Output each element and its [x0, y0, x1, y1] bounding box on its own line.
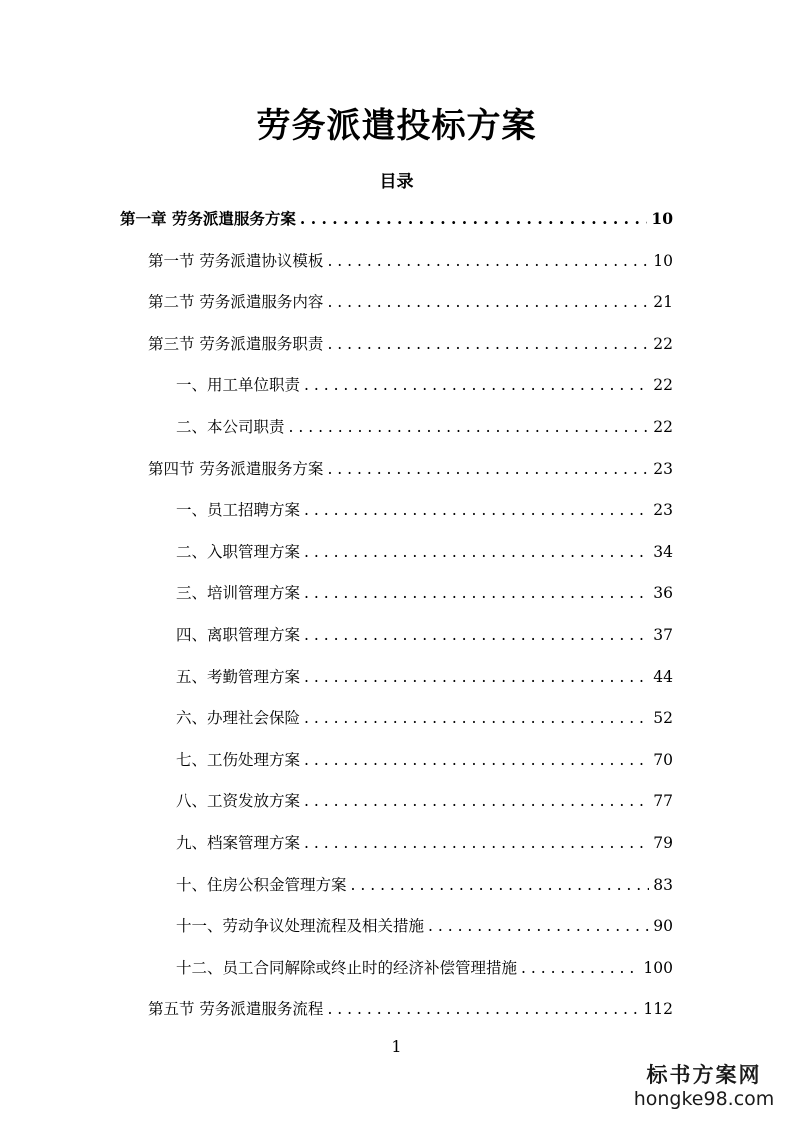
toc-entry[interactable] [148, 289, 673, 315]
toc-entry-page: 21 [653, 293, 673, 312]
toc-entry-title: 第四节 劳务派遣服务方案 [148, 459, 324, 478]
toc-dot-leader [521, 955, 639, 981]
toc-heading: 目录 [379, 172, 414, 192]
toc-entry-title: 一、员工招聘方案 [176, 501, 301, 520]
toc-dot-leader [304, 705, 649, 731]
toc-dot-leader [304, 747, 649, 773]
toc-entry-title: 第一节 劳务派遣协议模板 [148, 251, 324, 270]
toc-dot-leader [304, 539, 649, 565]
toc-dot-leader [327, 996, 639, 1022]
toc-entry-page: 10 [651, 209, 673, 228]
toc-entry-page: 22 [653, 418, 673, 436]
toc-entry-page: 23 [653, 459, 673, 478]
toc-entry[interactable] [176, 788, 673, 814]
toc-entry-title: 四、离职管理方案 [176, 626, 301, 644]
toc-entry[interactable] [176, 872, 673, 898]
watermark-url-text: hongke98.com [633, 1088, 775, 1110]
toc-entry-page: 90 [653, 917, 673, 936]
toc-dot-leader [304, 830, 649, 856]
toc-entry-title: 十一、劳动争议处理流程及相关措施 [176, 917, 425, 936]
page-number: 1 [391, 1037, 402, 1056]
toc-entry-title: 十二、员工合同解除或终止时的经济补偿管理措施 [176, 958, 518, 977]
toc-entry-title: 十、住房公积金管理方案 [176, 875, 347, 894]
toc-entry-title: 二、入职管理方案 [176, 542, 301, 561]
toc-entry-page: 10 [653, 251, 673, 270]
toc-entry[interactable] [176, 580, 673, 606]
toc-entry[interactable] [176, 955, 673, 981]
toc-dot-leader [304, 788, 649, 814]
toc-entry-page: 70 [653, 750, 673, 769]
toc-dot-leader [327, 248, 649, 274]
toc-entry-title: 五、考勤管理方案 [176, 667, 301, 686]
toc-entry-title: 一、用工单位职责 [176, 376, 301, 395]
toc-entry-page: 77 [653, 792, 673, 811]
toc-entry-page: 52 [653, 709, 673, 728]
toc-dot-leader [289, 414, 650, 440]
toc-dot-leader [351, 872, 650, 898]
toc-entry[interactable] [148, 331, 673, 357]
toc-entry-page: 79 [653, 834, 673, 852]
toc-entry[interactable] [176, 664, 673, 690]
toc-dot-leader [304, 372, 649, 398]
toc-entry[interactable] [176, 372, 673, 398]
toc-entry-page: 22 [653, 334, 673, 353]
toc-entry-title: 九、档案管理方案 [176, 834, 301, 852]
toc-entry[interactable] [176, 497, 673, 523]
toc-entry-page: 36 [653, 584, 673, 603]
document-title: 劳务派遣投标方案 [256, 106, 537, 146]
toc-entry-page: 100 [643, 958, 673, 977]
toc-entry-title: 第五节 劳务派遣服务流程 [148, 1000, 324, 1019]
toc-entry-page: 22 [653, 376, 673, 395]
toc-entry[interactable] [176, 622, 673, 648]
toc-entry[interactable] [176, 830, 673, 856]
toc-dot-leader [327, 331, 649, 357]
toc-entry[interactable] [176, 747, 673, 773]
toc-entry-page: 34 [653, 542, 673, 561]
toc-entry-title: 二、本公司职责 [176, 418, 285, 436]
toc-entry-page: 83 [653, 875, 673, 894]
toc-entry[interactable] [176, 539, 673, 565]
toc-entry-page: 23 [653, 501, 673, 520]
toc-entry-title: 六、办理社会保险 [176, 709, 301, 728]
toc-dot-leader [304, 622, 649, 648]
toc-entry[interactable] [176, 913, 673, 939]
toc-entry[interactable] [176, 705, 673, 731]
toc-entry-title: 第一章 劳务派遣服务方案 [120, 209, 296, 228]
toc-dot-leader [300, 206, 648, 232]
toc-entry-page: 112 [643, 1000, 673, 1019]
watermark-cn-text: 标书方案网 [646, 1062, 762, 1087]
toc-entry-title: 第二节 劳务派遣服务内容 [148, 293, 324, 312]
toc-entry-page: 44 [653, 667, 673, 686]
toc-entry-title: 八、工资发放方案 [176, 792, 301, 811]
toc-entry[interactable] [120, 206, 673, 232]
watermark-logo [629, 1062, 779, 1110]
toc-dot-leader [304, 664, 649, 690]
toc-entry-title: 七、工伤处理方案 [176, 750, 301, 769]
toc-entry[interactable] [148, 456, 673, 482]
toc-dot-leader [327, 289, 649, 315]
toc-entry[interactable] [148, 996, 673, 1022]
toc-entry-title: 第三节 劳务派遣服务职责 [148, 334, 324, 353]
toc-entry[interactable] [148, 248, 673, 274]
toc-entry-page: 37 [653, 626, 673, 644]
toc-dot-leader [304, 497, 649, 523]
toc-dot-leader [304, 580, 649, 606]
toc-entry-title: 三、培训管理方案 [176, 584, 301, 603]
toc-dot-leader [428, 913, 649, 939]
toc-dot-leader [327, 456, 649, 482]
toc-entry[interactable] [176, 414, 673, 440]
